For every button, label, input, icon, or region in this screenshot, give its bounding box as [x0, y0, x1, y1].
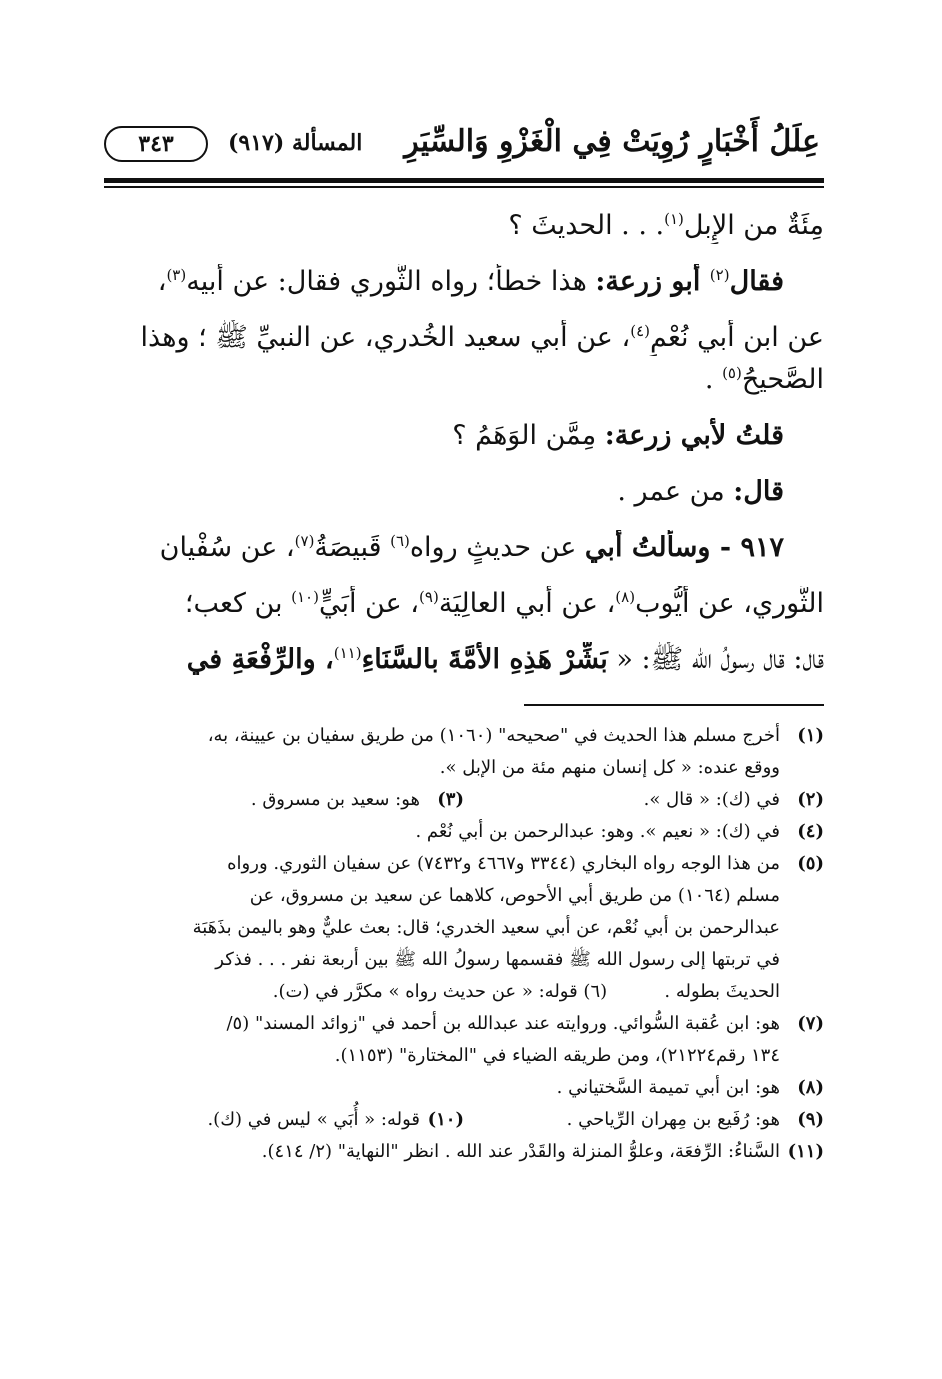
- footnote-2: (٢) في (ك): « قال ».: [643, 789, 824, 810]
- text-line-4: الصَّحيحُ$^{(٥)}$ .: [704, 364, 824, 395]
- footnote-2-3: [104, 784, 824, 816]
- book-page: [104, 118, 824, 1238]
- text-line-8: الثَّوري، عن أيُّوب$^{(٨)}$، عن أبي العالِيَة$^{(٩)}$، عن أُبَيٍّ$^{(١٠)}$ بن كعب؛: [184, 588, 824, 619]
- footnote-9: (٩) هو: رُفَيع بن مِهران الرِّياحي .: [566, 1109, 824, 1130]
- text-line-7: ٩١٧ - وسألتُ أبي عن حديثٍ رواه$^{(٦)}$ قَبيصَةُ$^{(٧)}$، عن سُفْيان: [159, 532, 784, 563]
- footnote-7: (٧) هو: ابن عُقبة السُّوائي. وروايته عند عبدالله بن أحمد في "زوائد المسند" (٥/ ١٣٤ رقم٢١٢٢٤)، ومن طريقه الضياء في "المختارة" (١١٥٣).: [226, 1013, 824, 1066]
- footnote-separator: [524, 704, 824, 706]
- book-title: عِلَلُ أَخْبَارٍ رُوِيَتْ فِي الْغَزْوِ وَالسِّيَرِ: [404, 124, 820, 159]
- footnote-8: (٨) هو: ابن أبي تميمة السَّختياني .: [556, 1077, 824, 1098]
- footnote-11: (١١) السَّناءُ: الرِّفعَة، وعلوُّ المنزلة والقَدْر عند الله . انظر "النهاية" (٢/ ٤١٤).: [261, 1141, 824, 1162]
- footnote-3: (٣) هو: سعيد بن مسروق .: [250, 789, 464, 810]
- text-line-5: قلتُ لأبي زرعة: مِمَّن الوَهَمُ ؟: [452, 420, 784, 451]
- issue-number: المسألة (٩١٧): [228, 130, 363, 156]
- text-line-1: مِئَةٌ من الإِبل$^{(١)}$. . . الحديثَ ؟: [508, 210, 824, 241]
- footnote-10: (١٠) قوله: « أُبَي » ليس في (ك).: [207, 1109, 464, 1130]
- footnote-4: (٤) في (ك): « نعيم ». وهو: عبدالرحمن بن أبي نُعْم .: [415, 821, 824, 842]
- footnote-1: (١) أخرج مسلم هذا الحديث في "صحيحه" (١٠٦٠) من طريق سفيان بن عيينة، به، ووقع عنده: « كل إنسان منهم مئة من الإبل ».: [207, 725, 824, 778]
- header-rule-thin: [104, 186, 824, 188]
- footnote-9-10: [104, 1104, 824, 1136]
- text-line-3: عن ابن أبي نُعْمٍ$^{(٤)}$، عن أبي سعيد الخُدري، عن النبيِّ ﷺ ؛ وهذا: [140, 322, 824, 353]
- text-line-2: فقال$^{(٢)}$ أبو زرعة: هذا خطأٌ؛ رواه الثَّوري فقال: عن أبيه$^{(٣)}$،: [157, 266, 784, 297]
- header-rule-thick: [104, 178, 824, 183]
- text-line-9: قال: قال رسولُ الله ﷺ: « بَشِّرْ هَذِهِ الأُمَّةَ بالسَّنَاءِ$^{(١١)}$، والرِّفْعَةِ في: [186, 644, 824, 675]
- page-number: [104, 126, 208, 162]
- footnotes: [104, 720, 824, 1168]
- footnote-5: (٥) من هذا الوجه رواه البخاري (٣٣٤٤ و٤٦٦٧ و٧٤٣٢) عن سفيان الثوري. ورواه مسلم (١٠٦٤) من طريق أبي الأحوص، كلاهما عن سعيد بن مسروق، عن عبدالرحمن بن أبي نُعْم، عن أبي سعيد الخدري؛ قال: بعث عليٌّ وهو باليمن بذَهَبَة في تربتها إلى رسول الله ﷺ فقسمها رسولُ الله ﷺ بين أربعة نفر . . . فذكر الحديثَ بطوله . (٦) قوله: « عن حديث رواه » مكرَّر في (ت).: [192, 853, 824, 1002]
- page-number-text: ٣٤٣: [138, 131, 174, 157]
- text-line-6: قال: من عمر .: [617, 476, 784, 507]
- main-text: [104, 208, 824, 698]
- page-header: [104, 118, 824, 174]
